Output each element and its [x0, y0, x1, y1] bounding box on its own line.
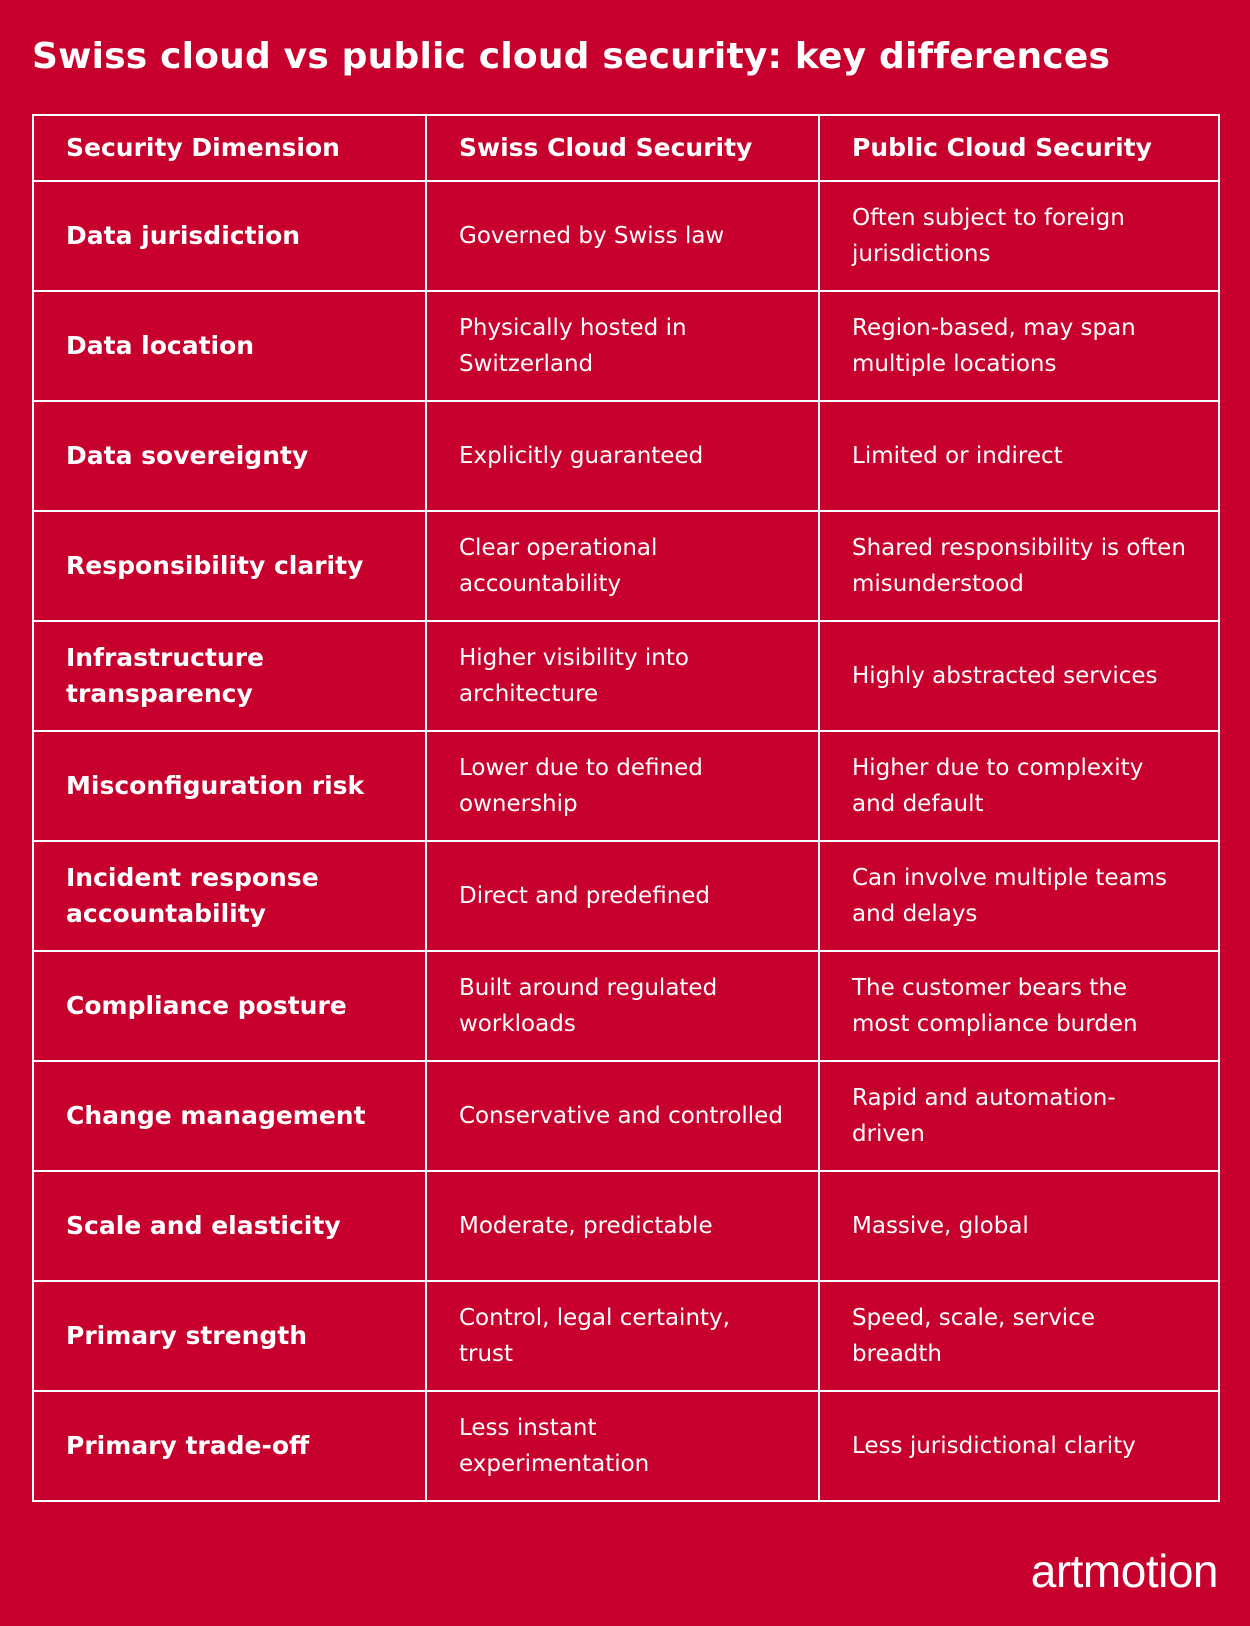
- table-row: [33, 1281, 1219, 1391]
- swiss-cell: Clear operational accountability: [426, 511, 819, 621]
- table-row: [33, 621, 1219, 731]
- table-header-row: [33, 115, 1219, 181]
- table-row: [33, 1171, 1219, 1281]
- swiss-cell: Higher visibility into architecture: [426, 621, 819, 731]
- dimension-cell: Data jurisdiction: [33, 181, 426, 291]
- public-cell: Region-based, may span multiple locations: [819, 291, 1219, 401]
- dimension-cell: Incident response accountability: [33, 841, 426, 951]
- comparison-table: [32, 114, 1220, 1502]
- public-cell: Limited or indirect: [819, 401, 1219, 511]
- dimension-cell: Misconfiguration risk: [33, 731, 426, 841]
- table-row: [33, 731, 1219, 841]
- public-cell: Rapid and automation-driven: [819, 1061, 1219, 1171]
- swiss-cell: Physically hosted in Switzerland: [426, 291, 819, 401]
- public-cell: Less jurisdictional clarity: [819, 1391, 1219, 1501]
- public-cell: The customer bears the most compliance burden: [819, 951, 1219, 1061]
- swiss-cell: Governed by Swiss law: [426, 181, 819, 291]
- table-row: [33, 951, 1219, 1061]
- swiss-cell: Explicitly guaranteed: [426, 401, 819, 511]
- public-cell: Often subject to foreign jurisdictions: [819, 181, 1219, 291]
- table-row: [33, 181, 1219, 291]
- dimension-cell: Scale and elasticity: [33, 1171, 426, 1281]
- column-header-public-cloud-security: Public Cloud Security: [819, 115, 1219, 181]
- dimension-cell: Change management: [33, 1061, 426, 1171]
- column-header-security-dimension: Security Dimension: [33, 115, 426, 181]
- swiss-cell: Moderate, predictable: [426, 1171, 819, 1281]
- public-cell: Highly abstracted services: [819, 621, 1219, 731]
- public-cell: Can involve multiple teams and delays: [819, 841, 1219, 951]
- swiss-cell: Less instant experimentation: [426, 1391, 819, 1501]
- swiss-cell: Control, legal certainty, trust: [426, 1281, 819, 1391]
- dimension-cell: Primary trade-off: [33, 1391, 426, 1501]
- public-cell: Shared responsibility is often misunderstood: [819, 511, 1219, 621]
- artmotion-logo: artmotion: [1030, 1545, 1218, 1597]
- table-row: [33, 401, 1219, 511]
- dimension-cell: Data location: [33, 291, 426, 401]
- swiss-cell: Direct and predefined: [426, 841, 819, 951]
- page-title: Swiss cloud vs public cloud security: key differences: [32, 36, 1111, 77]
- table-row: [33, 511, 1219, 621]
- swiss-cell: Lower due to defined ownership: [426, 731, 819, 841]
- table-row: [33, 1061, 1219, 1171]
- swiss-cell: Built around regulated workloads: [426, 951, 819, 1061]
- swiss-cell: Conservative and controlled: [426, 1061, 819, 1171]
- table-row: [33, 1391, 1219, 1501]
- public-cell: Higher due to complexity and default: [819, 731, 1219, 841]
- public-cell: Speed, scale, service breadth: [819, 1281, 1219, 1391]
- dimension-cell: Responsibility clarity: [33, 511, 426, 621]
- dimension-cell: Compliance posture: [33, 951, 426, 1061]
- dimension-cell: Data sovereignty: [33, 401, 426, 511]
- table-row: [33, 291, 1219, 401]
- column-header-swiss-cloud-security: Swiss Cloud Security: [426, 115, 819, 181]
- public-cell: Massive, global: [819, 1171, 1219, 1281]
- table-row: [33, 841, 1219, 951]
- dimension-cell: Infrastructure transparency: [33, 621, 426, 731]
- dimension-cell: Primary strength: [33, 1281, 426, 1391]
